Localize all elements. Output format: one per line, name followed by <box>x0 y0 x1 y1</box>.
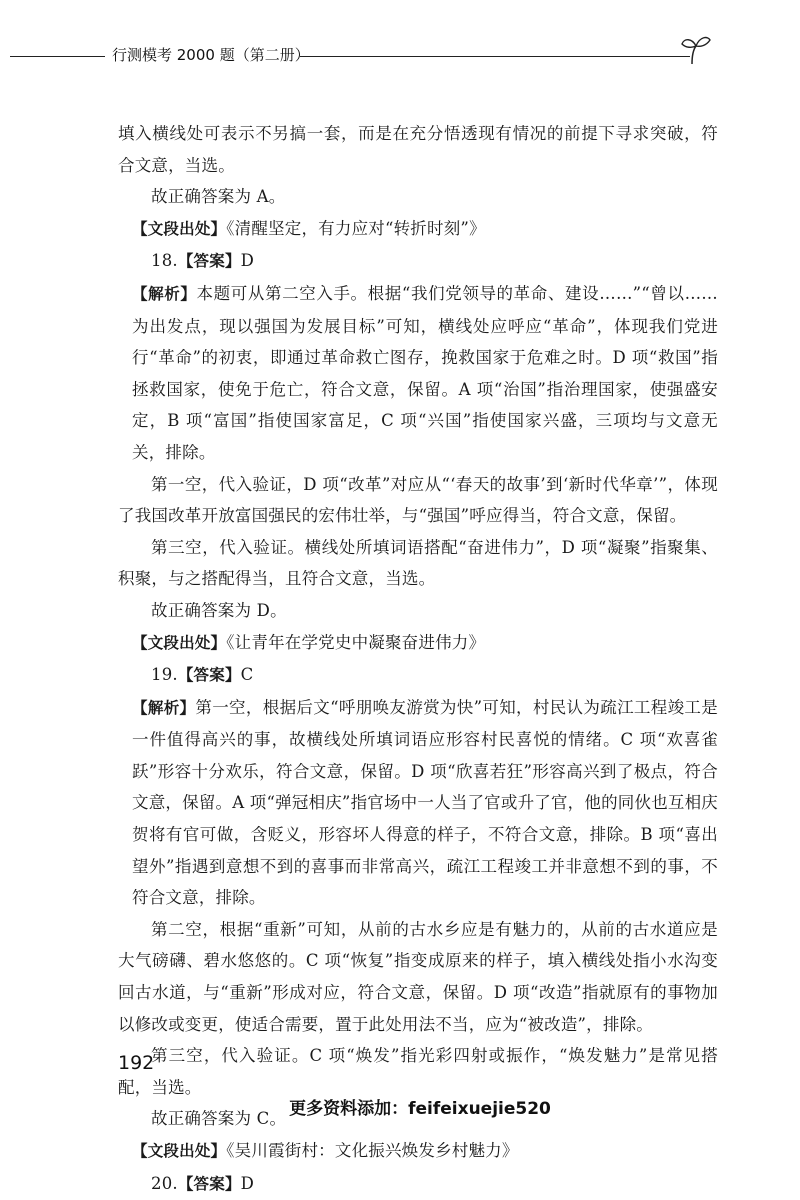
paragraph <box>118 914 718 1040</box>
book-title: 行测模考 2000 题（第二册） <box>112 46 310 64</box>
paragraph <box>118 245 718 278</box>
paragraph-text: 第二空，根据“重新”可知，从前的古水乡应是有魅力的，从前的古水道应是大气磅礴、碧水悠悠的。C 项“恢复”指变成原来的样子，填入横线处指小水沟变回古水道，与“重新”形成对应，符合文意，保留。D 项“改造”指就原有的事物加以修改或变更，使适合需要，置于此处用法不当，应为“被改造”，排除。 <box>118 919 718 1034</box>
section-tag: 【答案】 <box>177 1174 241 1193</box>
paragraph-text: 《让青年在学党史中凝聚奋进伟力》 <box>226 632 486 652</box>
paragraph <box>118 278 718 469</box>
section-tag: 【解析】 <box>132 284 197 303</box>
paragraph-text: 第一空，代入验证，D 项“改革”对应从“‘春天的故事’到‘新时代华章’”，体现了我国改革开放富国强民的宏伟壮举，与“强国”呼应得当，符合文意，保留。 <box>118 474 718 526</box>
section-tag: 【答案】 <box>177 252 241 271</box>
paragraph-text: 《清醒坚定，有力应对“转折时刻”》 <box>226 218 486 238</box>
paragraph <box>118 1168 718 1200</box>
paragraph <box>118 1135 718 1168</box>
paragraph-text: 《吴川霞街村：文化振兴焕发乡村魅力》 <box>226 1141 519 1160</box>
header-rule-left <box>10 56 105 57</box>
paragraph <box>118 532 718 595</box>
page-number: 192 <box>118 1052 155 1074</box>
footer-note: 更多资料添加：feifeixuejie520 <box>289 1099 551 1119</box>
paragraph <box>118 659 718 692</box>
section-tag: 【文段出处】 <box>132 219 227 238</box>
paragraph <box>118 595 718 627</box>
section-tag: 【文段出处】 <box>132 633 227 652</box>
section-tag: 【文段出处】 <box>132 1142 227 1160</box>
section-tag: 【解析】 <box>132 698 196 717</box>
running-header <box>0 36 800 76</box>
question-number: 20. <box>151 1173 178 1193</box>
paragraph-text: 第一空，根据后文“呼朋唤友游赏为快”可知，村民认为疏江工程竣工是一件值得高兴的事，故横线处所填词语应形容村民喜悦的情绪。C 项“欢喜雀跃”形容十分欢乐，符合文意，保留。D 项“欣喜若狂”形容高兴到了极点，符合文意，保留。A 项“弹冠相庆”指官场中一人当了官或升了官，他的同伙也互相庆贺将有官可做，含贬义，形容坏人得意的样子，不符合文意，排除。B 项“喜出望外”指遇到意想不到的喜事而非常高兴，疏江工程竣工并非意想不到的事，不符合文意，排除。 <box>132 697 718 908</box>
header-rule-right <box>300 56 690 57</box>
answer-explanation-body <box>118 118 718 1200</box>
paragraph <box>118 181 718 213</box>
paragraph-text: 填入横线处可表示不另搞一套，而是在充分悟透现有情况的前提下寻求突破，符合文意，当选。 <box>118 124 718 175</box>
question-number: 19. <box>151 665 178 685</box>
paragraph-text: C <box>240 665 254 685</box>
paragraph-text: 故正确答案为 D。 <box>151 600 287 620</box>
paragraph-text: 故正确答案为 A。 <box>151 187 286 207</box>
paragraph-text: 故正确答案为 C。 <box>151 1109 287 1129</box>
paragraph <box>118 627 718 660</box>
question-number: 18. <box>151 251 178 271</box>
paragraph-text: D <box>240 251 255 271</box>
section-tag: 【答案】 <box>177 666 241 685</box>
paragraph-text: D <box>240 1173 255 1193</box>
paragraph <box>118 692 718 914</box>
sprout-icon <box>678 30 714 70</box>
paragraph <box>118 118 718 181</box>
paragraph <box>118 469 718 532</box>
paragraph-text: 第三空，代入验证。横线处所填词语搭配“奋进伟力”，D 项“凝聚”指聚集、积聚，与之搭配得当，且符合文意，当选。 <box>118 537 718 589</box>
paragraph-text: 第三空，代入验证。C 项“焕发”指光彩四射或振作，“焕发魅力”是常见搭配，当选。 <box>118 1046 718 1097</box>
paragraph-text: 本题可从第二空入手。根据“我们党领导的革命、建设……”“曾以……为出发点，现以强国为发展目标”可知，横线处应呼应“革命”，体现我们党进行“革命”的初衷，即通过革命救亡图存，挽救国家于危难之时。D 项“救国”指拯救国家，使免于危亡，符合文意，保留。A 项“治国”指治理国家，使强盛安定，B 项“富国”指使国家富足，C 项“兴国”指使国家兴盛，三项均与文意无关，排除。 <box>132 283 718 462</box>
paragraph <box>118 213 718 246</box>
